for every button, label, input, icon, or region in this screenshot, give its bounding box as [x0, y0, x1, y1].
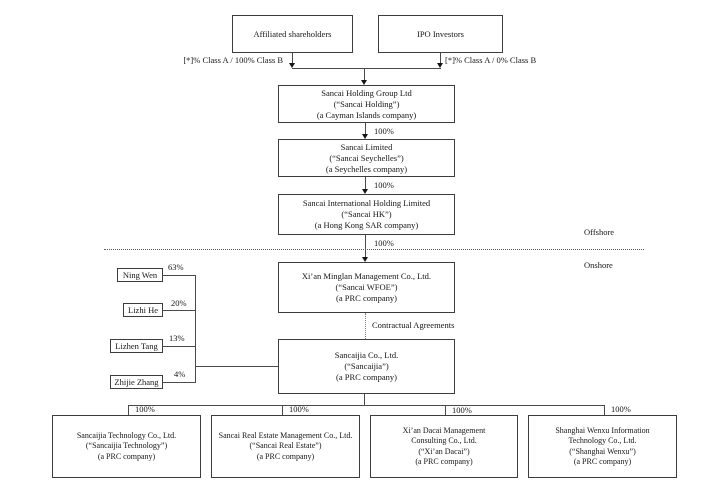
box-shareholder-zhijie-zhang: [110, 375, 163, 389]
box-sancai-holding: [278, 85, 455, 123]
company-jurisdiction: (a Cayman Islands company): [316, 109, 417, 120]
connector-contractual-agreements: [365, 313, 366, 339]
connector-sub4-drop: [604, 405, 605, 415]
company-name: Sancaijia Co., Ltd.: [334, 350, 399, 360]
company-jurisdiction: (a Seychelles company): [325, 163, 408, 174]
company-name: Sancai Real Estate Management Co., Ltd.: [218, 430, 353, 440]
box-label: IPO Investors: [417, 28, 464, 39]
class-note-ipo: [*]% Class A / 0% Class B: [445, 55, 537, 65]
connector-shareholders-to-sancaijia: [195, 366, 278, 367]
box-sancaijia-technology: [52, 415, 201, 478]
connector-seychelles-hk: [365, 177, 366, 189]
box-sancai-hk: [278, 194, 455, 235]
box-sancai-real-estate: [211, 415, 360, 478]
ownership-pct: 100%: [452, 405, 472, 415]
company-jurisdiction: (a PRC company): [336, 293, 397, 303]
box-affiliated-shareholders: [232, 15, 353, 53]
company-name-line2: Technology Co., Ltd.: [568, 436, 637, 445]
shareholder-pct: 20%: [171, 298, 187, 308]
ownership-pct: 100%: [374, 126, 394, 136]
company-name: Xi’an Minglan Management Co., Ltd.: [301, 271, 432, 281]
connector-affiliated-drop: [292, 53, 293, 63]
connector-hk-wfoe: [365, 235, 366, 257]
company-name: Sancaijia Technology Co., Ltd.: [76, 430, 177, 440]
connector-top-join: [292, 68, 441, 69]
shareholder-name: Zhijie Zhang: [114, 376, 159, 387]
connector-ning-wen: [163, 275, 196, 276]
connector-ipo-drop: [440, 53, 441, 63]
shareholder-pct: 63%: [168, 262, 184, 272]
company-alias: (“Sancai Seychelles”): [329, 152, 404, 163]
connector-sub2-drop: [282, 405, 283, 415]
box-shareholder-ning-wen: [117, 268, 163, 282]
company-jurisdiction: (a PRC company): [336, 372, 397, 382]
company-name: Sancai Limited: [340, 141, 393, 152]
box-ipo-investors: [378, 15, 503, 53]
box-sancai-wfoe: [278, 262, 455, 313]
class-note-affiliated: [*]% Class A / 100% Class B: [183, 55, 283, 65]
box-shareholder-lizhen-tang: [110, 339, 163, 353]
connector-sancaijia-drop: [364, 394, 365, 405]
company-alias: (“Sancai HK”): [341, 209, 392, 219]
shareholder-pct: 13%: [169, 333, 185, 343]
offshore-onshore-divider: [104, 249, 644, 250]
company-jurisdiction: (a PRC company): [573, 457, 632, 466]
ownership-pct: 100%: [289, 404, 309, 414]
connector-sub3-drop: [445, 405, 446, 415]
company-jurisdiction: (a PRC company): [256, 451, 315, 461]
company-jurisdiction: (a Hong Kong SAR company): [314, 220, 419, 230]
connector-lizhen-tang: [163, 346, 196, 347]
ownership-pct: 100%: [374, 180, 394, 190]
offshore-label: Offshore: [584, 227, 615, 237]
connector-lizhi-he: [163, 310, 196, 311]
company-alias: (“Shanghai Wenxu”): [569, 446, 636, 456]
contractual-agreements-label: Contractual Agreements: [372, 320, 455, 330]
connector-sub1-drop: [128, 405, 129, 415]
company-alias: (“Sancai WFOE”): [335, 282, 398, 292]
ownership-pct: 100%: [374, 238, 394, 248]
company-name-line2: Consulting Co., Ltd.: [411, 436, 477, 445]
connector-to-holding: [364, 68, 365, 80]
ownership-pct: 100%: [611, 404, 631, 414]
company-name: Shanghai Wenxu Information: [555, 425, 650, 435]
company-jurisdiction: (a PRC company): [97, 451, 156, 461]
box-shareholder-lizhi-he: [123, 303, 163, 317]
company-alias: (“Sancaijia Technology”): [85, 441, 168, 451]
connector-zhijie-zhang: [163, 382, 196, 383]
ownership-pct: 100%: [135, 404, 155, 414]
company-name: Xi’an Dacai Management: [402, 425, 486, 435]
box-sancai-seychelles: [278, 139, 455, 177]
company-alias: (“Sancai Holding”): [333, 98, 400, 109]
connector-subsidiaries-bus: [128, 405, 605, 406]
shareholder-name: Ning Wen: [122, 269, 158, 280]
shareholder-pct: 4%: [174, 369, 186, 379]
company-alias: (“Sancaijia”): [344, 361, 389, 371]
box-xian-dacai: [370, 415, 518, 478]
company-name: Sancai Holding Group Ltd: [321, 87, 412, 98]
connector-holding-seychelles: [365, 123, 366, 134]
shareholder-name: Lizhi He: [128, 304, 158, 315]
onshore-label: Onshore: [584, 260, 613, 270]
company-name: Sancai International Holding Limited: [302, 198, 431, 208]
box-shanghai-wenxu: [528, 415, 677, 478]
company-alias: (“Xi’an Dacai”): [418, 446, 470, 456]
company-alias: (“Sancai Real Estate”): [249, 441, 322, 451]
company-jurisdiction: (a PRC company): [415, 457, 473, 466]
box-label: Affiliated shareholders: [253, 28, 332, 39]
shareholder-name: Lizhen Tang: [115, 340, 158, 351]
box-sancaijia: [278, 339, 455, 394]
